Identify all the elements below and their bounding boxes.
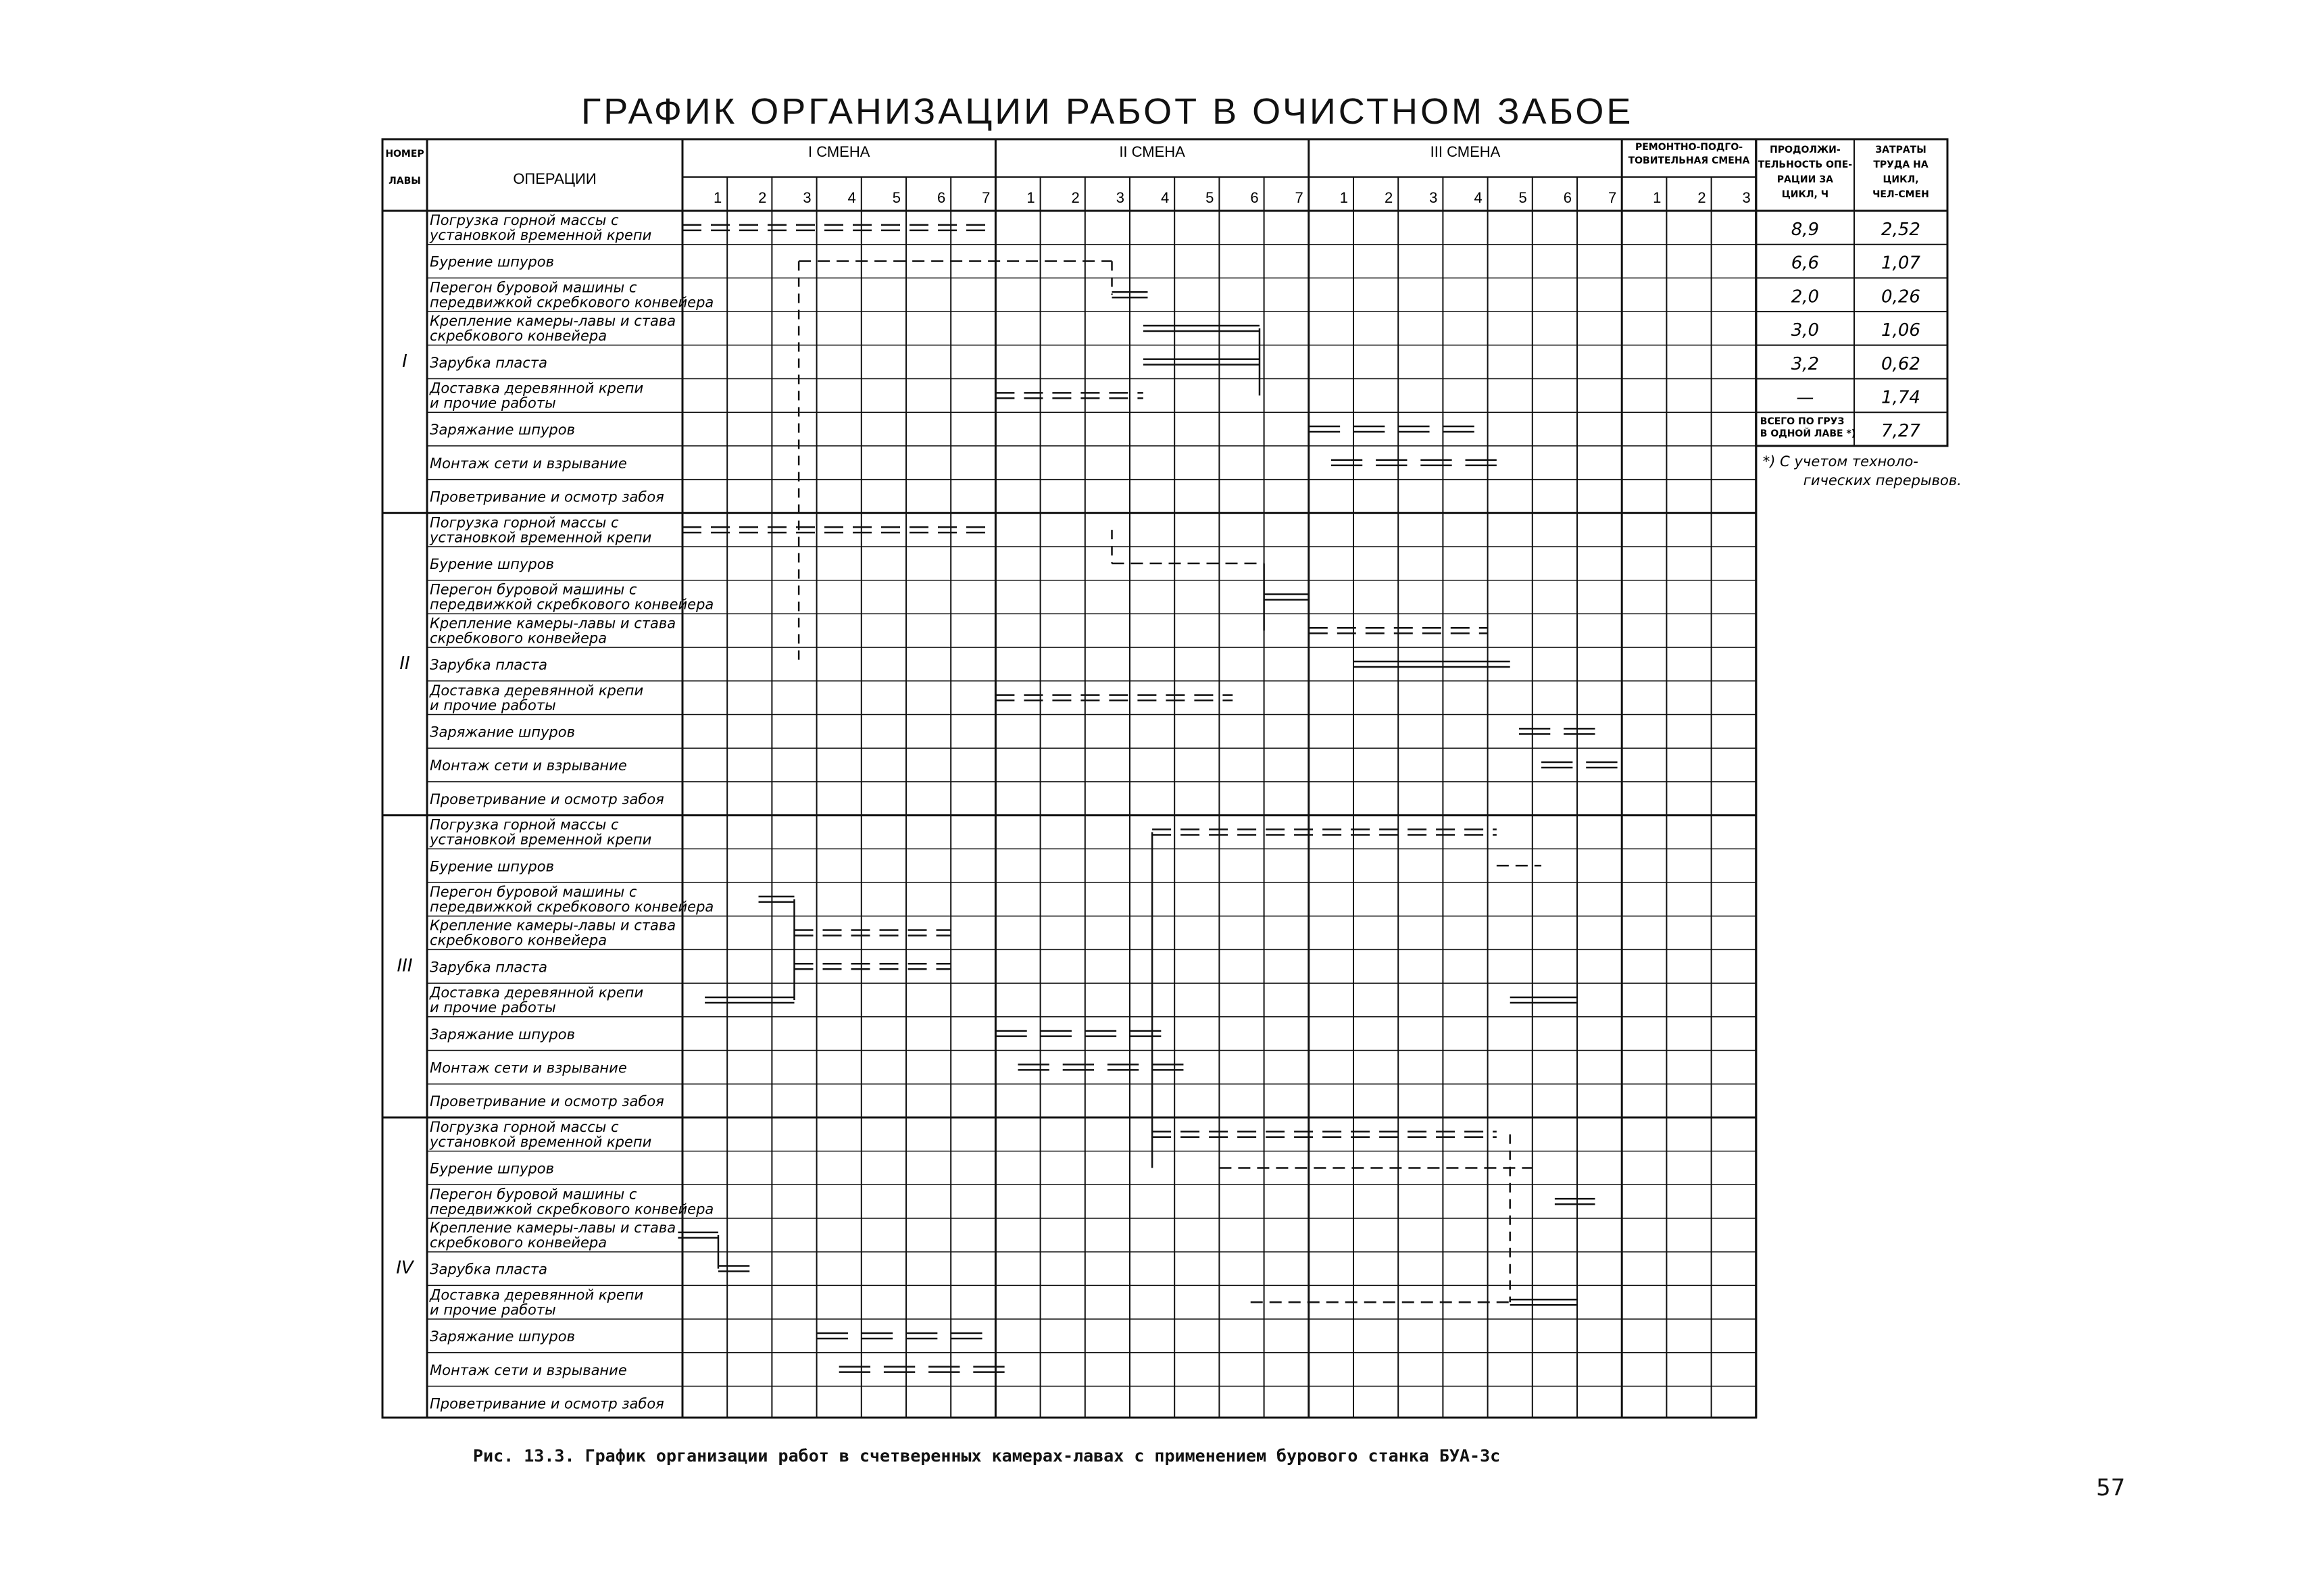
hour-number: 6: [937, 189, 946, 206]
footnote: *) С учетом техноло-: [1762, 453, 1918, 470]
lava-number: III: [397, 955, 413, 976]
operation-label: Погрузка горной массы с: [430, 514, 619, 531]
operation-label: Доставка деревянной крепи: [430, 984, 644, 1001]
operation-label: Проветривание и осмотр забоя: [430, 489, 664, 505]
operation-label: и прочие работы: [430, 697, 556, 714]
lava-number: I: [402, 351, 407, 372]
hour-number: 3: [803, 189, 812, 206]
hour-number: 7: [1608, 189, 1617, 206]
operation-label: Бурение шпуров: [430, 253, 554, 270]
labor-header: ЦИКЛ,: [1883, 174, 1919, 185]
header-shift: I СМЕНА: [807, 143, 870, 160]
operation-label: Погрузка горной массы с: [430, 212, 619, 228]
hour-number: 1: [1339, 189, 1348, 206]
operation-label: Монтаж сети и взрывание: [430, 757, 627, 774]
operation-label: Погрузка горной массы с: [430, 1118, 619, 1135]
header-shift: III СМЕНА: [1430, 143, 1501, 160]
labor-header: ЧЕЛ-СМЕН: [1872, 189, 1929, 200]
operation-label: передвижкой скребкового конвейера: [430, 1201, 714, 1218]
hour-number: 2: [758, 189, 767, 206]
lava-number: IV: [396, 1257, 414, 1278]
labor-value: 1,06: [1881, 320, 1920, 341]
hour-number: 1: [1026, 189, 1035, 206]
hour-number: 6: [1563, 189, 1572, 206]
operation-label: Заряжание шпуров: [430, 1026, 575, 1043]
header-lava-no: ЛАВЫ: [389, 176, 421, 186]
operation-label: установкой временной крепи: [430, 227, 652, 243]
labor-value: 2,52: [1881, 220, 1920, 240]
operation-label: Погрузка горной массы с: [430, 816, 619, 833]
operation-label: передвижкой скребкового конвейера: [430, 899, 714, 915]
lava-number: II: [399, 653, 410, 674]
hour-number: 3: [1742, 189, 1751, 206]
operation-label: Крепление камеры-лавы и става: [430, 917, 676, 934]
duration-header: ПРОДОЛЖИ-: [1770, 145, 1841, 155]
hour-number: 6: [1250, 189, 1259, 206]
hour-number: 7: [1295, 189, 1303, 206]
figure-caption: Рис. 13.3. График организации работ в счетверенных камерах-лавах с применением бурового станка БУА-3с: [473, 1446, 1501, 1466]
hour-number: 3: [1429, 189, 1438, 206]
operation-label: Проветривание и осмотр забоя: [430, 1395, 664, 1412]
footnote: гических перерывов.: [1803, 472, 1962, 489]
operation-label: и прочие работы: [430, 1301, 556, 1318]
hour-number: 4: [1474, 189, 1483, 206]
labor-value: 1,07: [1881, 253, 1920, 274]
total-label: ВСЕГО ПО ГРУЗ: [1760, 416, 1845, 428]
duration-value: 3,2: [1791, 353, 1820, 374]
hour-number: 1: [713, 189, 722, 206]
hour-number: 7: [982, 189, 991, 206]
chart-title: ГРАФИК ОРГАНИЗАЦИИ РАБОТ В ОЧИСТНОМ ЗАБОЕ: [581, 91, 1634, 132]
operation-label: скребкового конвейера: [430, 932, 607, 949]
operation-label: Зарубка пласта: [430, 1261, 547, 1278]
operation-label: Бурение шпуров: [430, 858, 554, 875]
duration-header: ТЕЛЬНОСТЬ ОПЕ-: [1758, 159, 1853, 170]
duration-header: ЦИКЛ, Ч: [1781, 189, 1829, 200]
operation-label: Перегон буровой машины с: [430, 884, 637, 900]
header-operations: ОПЕРАЦИИ: [513, 170, 597, 187]
total-value: 7,27: [1881, 421, 1920, 442]
operation-label: Зарубка пласта: [430, 657, 547, 674]
hour-number: 5: [1205, 189, 1214, 206]
operation-label: Проветривание и осмотр забоя: [430, 791, 664, 807]
operation-label: Бурение шпуров: [430, 556, 554, 572]
duration-value: 3,0: [1791, 320, 1820, 341]
operation-label: установкой временной крепи: [430, 1133, 652, 1150]
labor-value: 0,62: [1881, 353, 1920, 374]
hour-number: 2: [1384, 189, 1393, 206]
hour-number: 1: [1653, 189, 1662, 206]
operation-label: Крепление камеры-лавы и става: [430, 1220, 676, 1236]
header-shift: II СМЕНА: [1119, 143, 1185, 160]
labor-value: 0,26: [1881, 286, 1920, 307]
operation-label: Заряжание шпуров: [430, 422, 575, 439]
operation-label: передвижкой скребкового конвейера: [430, 294, 714, 311]
page-number: 57: [2096, 1474, 2126, 1501]
duration-value: 2,0: [1791, 286, 1820, 307]
operation-label: Монтаж сети и взрывание: [430, 455, 627, 472]
operation-label: и прочие работы: [430, 999, 556, 1016]
hour-number: 3: [1116, 189, 1124, 206]
operation-label: Заряжание шпуров: [430, 1328, 575, 1345]
duration-value: 6,6: [1791, 253, 1820, 274]
labor-header: ЗАТРАТЫ: [1875, 145, 1926, 155]
operation-label: Заряжание шпуров: [430, 724, 575, 741]
duration-value: 8,9: [1791, 220, 1820, 240]
operation-label: Доставка деревянной крепи: [430, 682, 644, 699]
hour-number: 4: [847, 189, 856, 206]
hour-number: 4: [1160, 189, 1170, 206]
operation-label: Перегон буровой машины с: [430, 1186, 637, 1203]
operation-label: Крепление камеры-лавы и става: [430, 313, 676, 330]
operation-label: Доставка деревянной крепи: [430, 380, 644, 397]
operation-label: скребкового конвейера: [430, 328, 607, 345]
hour-number: 5: [1518, 189, 1527, 206]
operation-label: скребкового конвейера: [430, 630, 607, 647]
operation-label: Монтаж сети и взрывание: [430, 1362, 627, 1378]
labor-header: ТРУДА НА: [1873, 159, 1928, 170]
operation-label: Перегон буровой машины с: [430, 581, 637, 598]
header-repair-shift: РЕМОНТНО-ПОДГО-: [1635, 142, 1743, 153]
hour-number: 2: [1071, 189, 1080, 206]
operation-label: Крепление камеры-лавы и става: [430, 615, 676, 632]
hour-number: 5: [892, 189, 901, 206]
header-repair-shift: ТОВИТЕЛЬНАЯ СМЕНА: [1628, 155, 1750, 166]
operation-label: установкой временной крепи: [430, 529, 652, 546]
operation-label: установкой временной крепи: [430, 831, 652, 848]
duration-value: —: [1796, 387, 1814, 408]
hour-number: 2: [1697, 189, 1706, 206]
operation-label: Зарубка пласта: [430, 959, 547, 976]
total-label: В ОДНОЙ ЛАВЕ *): [1760, 428, 1856, 440]
operation-label: Бурение шпуров: [430, 1160, 554, 1177]
operation-label: Доставка деревянной крепи: [430, 1287, 644, 1303]
header-lava-no: НОМЕР: [385, 149, 424, 159]
operation-label: Перегон буровой машины с: [430, 279, 637, 296]
labor-value: 1,74: [1881, 387, 1920, 408]
operation-label: Проветривание и осмотр забоя: [430, 1093, 664, 1110]
operation-label: Монтаж сети и взрывание: [430, 1059, 627, 1076]
duration-header: РАЦИИ ЗА: [1776, 174, 1833, 185]
operation-label: Зарубка пласта: [430, 354, 547, 371]
operation-label: и прочие работы: [430, 395, 556, 412]
operation-label: скребкового конвейера: [430, 1235, 607, 1251]
operation-label: передвижкой скребкового конвейера: [430, 596, 714, 613]
